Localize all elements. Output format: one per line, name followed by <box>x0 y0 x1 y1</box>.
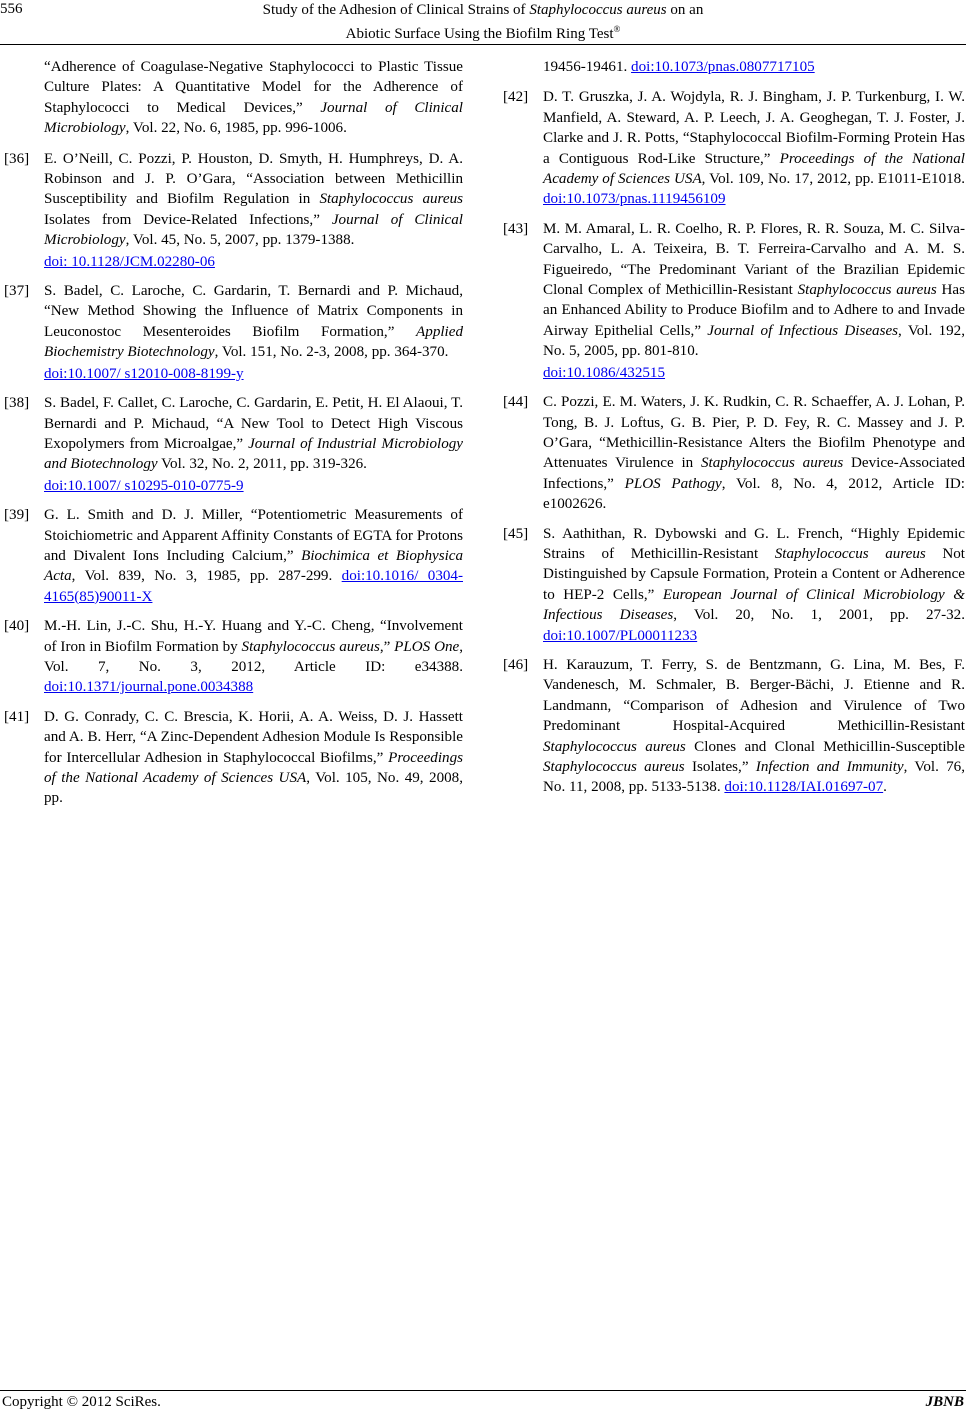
copyright-notice: Copyright © 2012 SciRes. <box>2 1394 161 1410</box>
doi-link[interactable]: doi:10.1073/pnas.1119456109 <box>543 191 726 208</box>
registered-mark: ® <box>613 24 621 34</box>
ref-text: D. G. Conrady, C. C. Brescia, K. Horii, A. A. Weiss, D. J. Hassett and A. B. Herr, “A Zinc-Dependent Adhesion Module Is Responsible for Intercellular Adhesion in Staphylococcal Biofilms,” <box>44 708 463 766</box>
reference-41 <box>4 707 463 809</box>
running-title-text-end: on an <box>666 2 704 18</box>
ref-species: Staphylococcus aureus <box>774 545 926 562</box>
doi-link[interactable]: doi:10.1128/IAI.01697-07 <box>724 779 884 796</box>
running-title <box>170 1 796 44</box>
reference-43 <box>503 219 965 383</box>
header-rule <box>0 44 966 45</box>
ref-text: 19456-19461. <box>543 59 632 75</box>
ref-text: S. Badel, F. Callet, C. Laroche, C. Gardarin, E. Petit, H. El Alaoui, T. Bernardi and P. Michaud, “A New Tool to Detect High Viscous Exopolymers from Microalgae,” <box>44 395 463 452</box>
ref-journal: Journal of Clinical Microbiology <box>44 211 463 249</box>
running-title-line2: Abiotic Surface Using the Biofilm Ring Test <box>345 26 614 42</box>
ref-text: Isolates from Device-Related Infections,” <box>44 211 332 228</box>
ref-text: , Vol. 7, No. 3, 2012, Article ID: e34388. <box>44 638 464 675</box>
ref-journal: Journal of Industrial Microbiology and Biotechnology <box>44 435 463 473</box>
ref-text: Clones and Clonal Methicillin-Susceptible <box>685 738 965 755</box>
ref-text: Device-Associated Infections,” <box>543 455 966 492</box>
footer-rule <box>0 1390 966 1391</box>
reference-46 <box>503 655 965 798</box>
ref-journal: PLOS One <box>394 638 460 655</box>
ref-text: E. O’Neill, C. Pozzi, P. Houston, D. Smyth, H. Humphreys, D. A. Robinson and J. P. O’Gara, “Association between Methicillin Susceptibility and Biofilm Regulation in <box>44 150 463 208</box>
doi-link[interactable]: doi: 10.1128/JCM.02280-06 <box>44 253 215 270</box>
reference-37 <box>4 281 463 384</box>
ref-text: , Vol. 839, No. 3, 1985, pp. 287-299. <box>71 568 342 585</box>
reference-40 <box>4 616 463 698</box>
ref-journal: Applied Biochemistry Biotechnology <box>44 323 463 361</box>
doi-link[interactable]: doi:10.1086/432515 <box>543 364 666 381</box>
ref-number: [39] <box>4 507 30 524</box>
ref-number: [38] <box>4 395 30 412</box>
ref-text: , Vol. 105, No. 49, 2008, pp. <box>44 770 463 807</box>
ref-text: . <box>883 779 887 796</box>
ref-number: [43] <box>503 220 529 237</box>
reference-41-continued <box>503 57 965 77</box>
ref-species: Staphylococcus aureus <box>241 638 380 655</box>
ref-journal: PLOS Pathogy <box>624 475 722 492</box>
ref-text: “Adherence of Coagulase-Negative Staphylococci to Plastic Tissue Culture Plates: A Quantitative Model for the Adherence of Staphylococci to Medical Devices,” <box>44 59 463 116</box>
ref-text: , Vol. 20, No. 1, 2001, pp. 27-32. <box>673 607 965 624</box>
reference-39 <box>4 505 463 607</box>
doi-link[interactable]: doi:10.1371/journal.pone.0034388 <box>44 679 254 696</box>
ref-text: Vol. 32, No. 2, 2011, pp. 319-326. <box>157 456 367 473</box>
page-header <box>0 0 966 46</box>
ref-species: Staphylococcus aureus <box>543 759 685 775</box>
ref-text: Has an Enhanced Ability to Produce Biofilm and to Adhere to and Invade Airway Epithelial Cells,” <box>543 282 966 339</box>
reference-36 <box>4 149 463 272</box>
ref-number: [42] <box>503 89 529 106</box>
reference-38 <box>4 393 463 496</box>
ref-text: , Vol. 76, No. 11, 2008, pp. 5133-5138. <box>543 759 965 796</box>
ref-text: H. Karauzum, T. Ferry, S. de Bentzmann, G. Lina, M. Bes, F. Vandenesch, M. Schmaler, B. Berger-Bächi, J. Etienne and R. Landmann, “Comparison of Adhesion and Virulence of Two Predominant Hospital-Acquired Methicillin-Resistant <box>543 656 965 735</box>
right-column <box>503 57 965 807</box>
ref-number: [44] <box>503 394 529 411</box>
ref-text: , Vol. 8, No. 4, 2012, Article ID: e1002626. <box>543 475 965 513</box>
ref-text: ,” <box>379 638 395 655</box>
ref-species: Staphylococcus aureus <box>543 738 686 755</box>
ref-number: [37] <box>4 283 30 300</box>
ref-number: [46] <box>503 656 529 673</box>
page-footer <box>0 1390 966 1414</box>
reference-44 <box>503 392 965 514</box>
ref-number: [40] <box>4 618 30 635</box>
doi-link[interactable]: doi:10.1007/ s10295-010-0775-9 <box>44 477 244 494</box>
doi-link[interactable]: doi:10.1007/ s12010-008-8199-y <box>44 365 244 382</box>
reference-35-continued <box>4 57 463 139</box>
doi-link[interactable]: doi:10.1007/PL00011233 <box>543 627 698 644</box>
ref-species: Staphylococcus aureus <box>701 455 844 472</box>
ref-text: D. T. Gruszka, J. A. Wojdyla, R. J. Bingham, J. P. Turkenburg, I. W. Manfield, A. Steward, A. P. Leech, J. A. Geoghegan, T. J. Foster, J. Clarke and J. R. Potts, “Staphylococcal Biofilm-Forming Protein Has a Contiguous Rod-Like Structure,” <box>543 89 965 167</box>
ref-journal: Journal of Infectious Diseases <box>707 322 899 339</box>
ref-text: M. M. Amaral, L. R. Coelho, R. P. Flores, R. R. Souza, M. C. Silva-Carvalho, L. A. Teixeira, B. T. Ferreira-Carvalho and A. M. S. Figueiredo, “The Predominant Variant of the Brazilian Epidemic Clonal Complex of Methicillin-Resistant <box>543 220 965 299</box>
ref-text: , Vol. 109, No. 17, 2012, pp. E1011-E1018. <box>701 171 965 188</box>
ref-text: M.-H. Lin, J.-C. Shu, H.-Y. Huang and Y.-C. Cheng, “Involvement of Iron in Biofilm Formation by <box>44 618 463 655</box>
ref-journal: Infection and Immunity <box>755 759 904 775</box>
ref-text: , Vol. 45, No. 5, 2007, pp. 1379-1388. <box>125 232 355 249</box>
ref-text: , Vol. 151, No. 2-3, 2008, pp. 364-370. <box>214 344 449 361</box>
doi-link[interactable]: doi:10.1073/pnas.0807717105 <box>631 59 815 75</box>
page-number: 556 <box>0 1 23 17</box>
ref-number: [36] <box>4 150 30 167</box>
ref-text: S. Aathithan, R. Dybowski and G. L. French, “Highly Epidemic Strains of Methicillin-Resistant <box>543 525 965 562</box>
ref-text: S. Badel, C. Laroche, C. Gardarin, T. Bernardi and P. Michaud, “New Method Showing the Influence of Matrix Components in Leuconostoc Mesenteroides Biofilm Formation,” <box>44 283 463 340</box>
running-title-species: Staphylococcus aureus <box>529 2 667 18</box>
ref-text: Not Distinguished by Capsule Formation, Protein a Content or Adherence to HEP-2 Cells,” <box>543 545 966 603</box>
ref-journal: European Journal of Clinical Microbiology & Infectious Diseases <box>543 586 965 624</box>
ref-journal: Journal of Clinical Microbiology <box>44 99 463 137</box>
ref-species: Staphylococcus aureus <box>319 191 463 208</box>
reference-42 <box>503 87 965 209</box>
running-title-text: Study of the Adhesion of Clinical Strains of <box>262 2 530 18</box>
ref-text: , Vol. 192, No. 5, 2005, pp. 801-810. <box>543 322 965 360</box>
ref-text: , Vol. 22, No. 6, 1985, pp. 996-1006. <box>125 120 347 137</box>
ref-journal: Biochimica et Biophysica Acta <box>44 547 464 585</box>
left-column <box>4 57 463 818</box>
ref-text: C. Pozzi, E. M. Waters, J. K. Rudkin, C. R. Schaeffer, A. J. Lohan, P. Tong, B. J. Loftus, G. B. Pier, P. D. Fey, R. C. Massey and J. P. O’Gara, “Methicillin-Resistance Alters the Biofilm Phenotype and Attenuates Virulence in <box>543 394 965 472</box>
reference-45 <box>503 524 965 646</box>
ref-number: [45] <box>503 525 529 542</box>
ref-journal: Proceedings of the National Academy of Sciences USA <box>44 749 463 786</box>
ref-text: Isolates,” <box>684 759 756 775</box>
ref-species: Staphylococcus aureus <box>797 282 937 299</box>
journal-abbreviation: JBNB <box>925 1394 964 1410</box>
ref-text: G. L. Smith and D. J. Miller, “Potentiometric Measurements of Stoichiometric and Apparent Affinity Constants of EGTA for Protons and Divalent Ions Including Calcium,” <box>44 507 463 564</box>
ref-journal: Proceedings of the National Academy of Sciences USA <box>543 150 965 188</box>
doi-link[interactable]: doi:10.1016/ 0304-4165(85)90011-X <box>44 568 463 605</box>
ref-number: [41] <box>4 708 30 725</box>
